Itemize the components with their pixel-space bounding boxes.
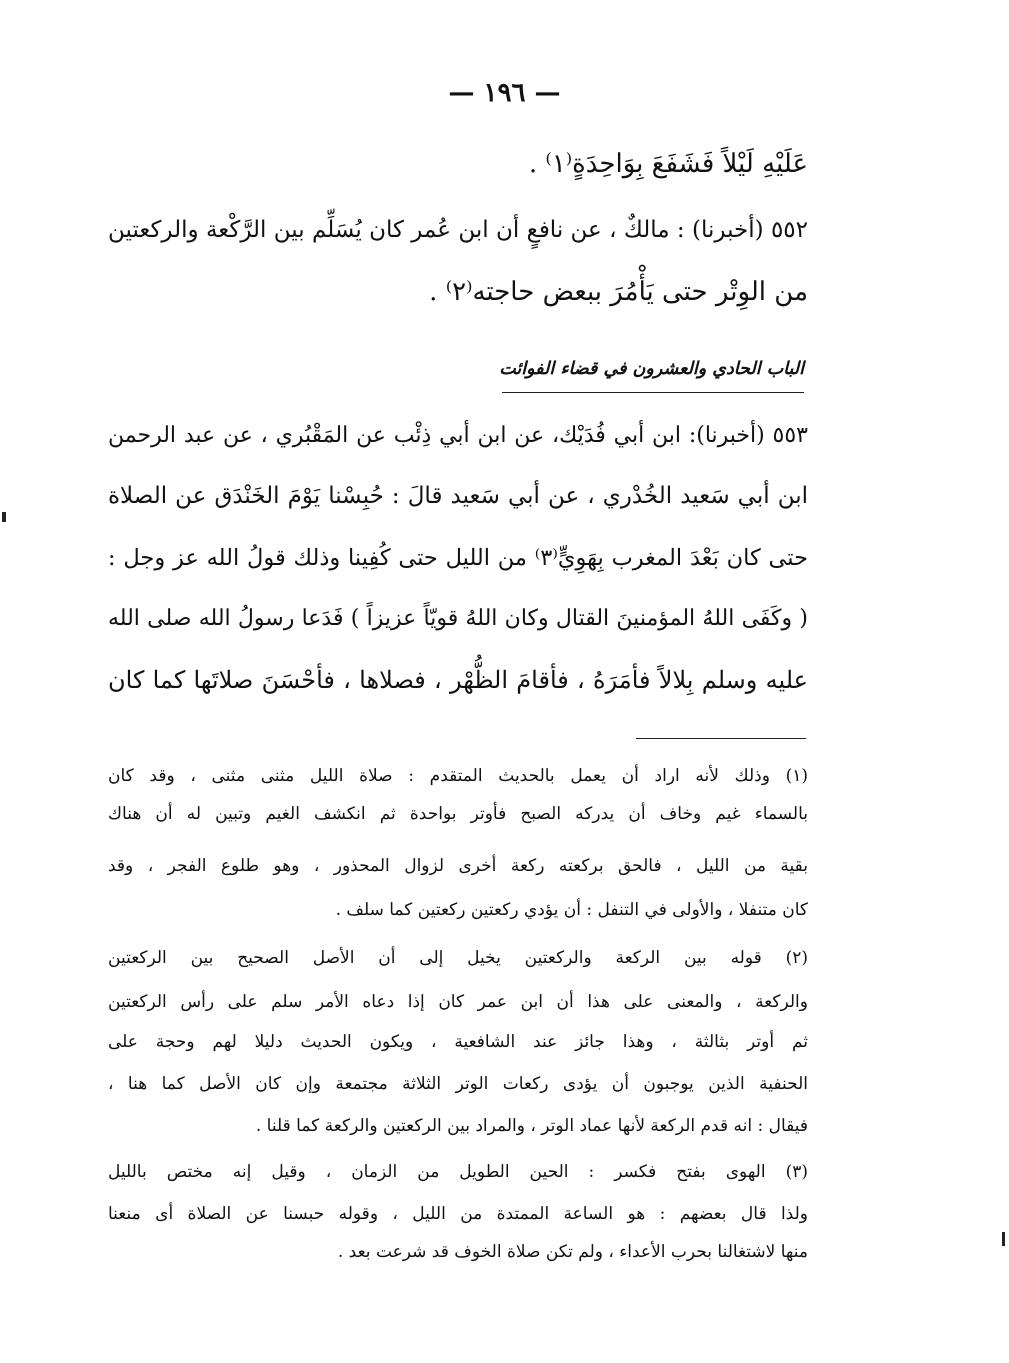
footnote-line: والركعة ، والمعنى على هذا أن ابن عمر كان إذا دعاه الأمر سلم على رأس الركعتين <box>108 992 808 1012</box>
main-text-line: حتى كان بَعْدَ المغرب بِهَوِيٍّ⁽٣⁾ من الليل حتى كُفِينا وذلك قولُ الله عز وجل : <box>108 545 808 571</box>
main-text-line: من الوِتْر حتى يَأْمُرَ ببعض حاجته⁽٢⁾ . <box>429 277 808 307</box>
footnote-line: كان متنفلا ، والأولى في التنفل : أن يؤدي ركعتين ركعتين كما سلف . <box>335 900 808 920</box>
footnote-line: (٢) قوله بين الركعة والركعتين يخيل إلى أن الأصل الصحيح بين الركعتين <box>108 948 808 968</box>
scan-margin-mark <box>2 512 6 522</box>
page-number: — ١٩٦ — <box>448 78 561 108</box>
footnote-line: ولذا قال بعضهم : هو الساعة الممتدة من الليل ، وقوله حبسنا عن الصلاة أى منعنا <box>108 1204 808 1224</box>
footnote-line: الحنفية الذين يوجبون أن يؤدى ركعات الوتر الثلاثة مجتمعة وإن كان الأصل كما هنا ، <box>108 1074 808 1094</box>
footnote-line: ثم أوتر بثالثة ، وهذا جائز عند الشافعية ، ويكون الحديث دليلا لهم وحجة على <box>108 1032 808 1052</box>
main-text-line: ٥٥٣ (أخبرنا): ابن أبي فُدَيْك، عن ابن أبي ذِئْب عن المَقْبُري ، عن عبد الرحمن <box>108 423 808 448</box>
footnote-line: بقية من الليل ، فالحق بركعته ركعة أخرى لزوال المحذور ، وهو طلوع الفجر ، وقد <box>108 856 808 876</box>
chapter-title: الباب الحادي والعشرون في قضاء الفوائت <box>499 359 804 379</box>
scan-margin-mark <box>1002 1232 1005 1246</box>
footnote-line: بالسماء غيم وخاف أن يدركه الصبح فأوتر بواحدة ثم انكشف الغيم وتبين له أن هناك <box>108 804 808 824</box>
main-text-line: ٥٥٢ (أخبرنا) : مالكٌ ، عن نافعٍ أن ابن عُمر كان يُسَلِّم بين الرَّكْعة والركعتين <box>108 217 808 243</box>
footnote-line: (١) وذلك لأنه اراد أن يعمل بالحديث المتقدم : صلاة الليل مثنى مثنى ، وقد كان <box>108 766 808 786</box>
footnote-line: منها لاشتغالنا بحرب الأعداء ، ولم تكن صلاة الخوف قد شرعت بعد . <box>337 1242 808 1262</box>
main-text-line: عليه وسلم بِلالاً فأمَرَهُ ، فأقامَ الظُّهْر ، فصلاها ، فأحْسَنَ صلاتَها كما كان <box>108 666 808 694</box>
main-text-line: عَلَيْهِ لَيْلاً فَشَفَعَ بِوَاحِدَةٍ⁽١⁾ . <box>528 149 808 179</box>
chapter-title-underline <box>502 392 804 393</box>
main-text-line: ( وكَفَى اللهُ المؤمنينَ القتال وكان اللهُ قويّاً عزيزاً ) فَدَعا رسولُ الله صلى الله <box>108 606 808 631</box>
main-text-line: ابن أبي سَعيد الخُدْري ، عن أبي سَعيد قالَ : حُبِسْنا يَوْمَ الخَنْدَق عن الصلاة <box>108 483 808 509</box>
footnote-separator <box>636 738 806 739</box>
footnote-line: (٣) الهوى بفتح فكسر : الحين الطويل من الزمان ، وقيل إنه مختص بالليل <box>108 1162 808 1182</box>
footnote-line: فيقال : انه قدم الركعة لأنها عماد الوتر ، والمراد بين الركعتين والركعة كما قلنا . <box>255 1116 808 1136</box>
